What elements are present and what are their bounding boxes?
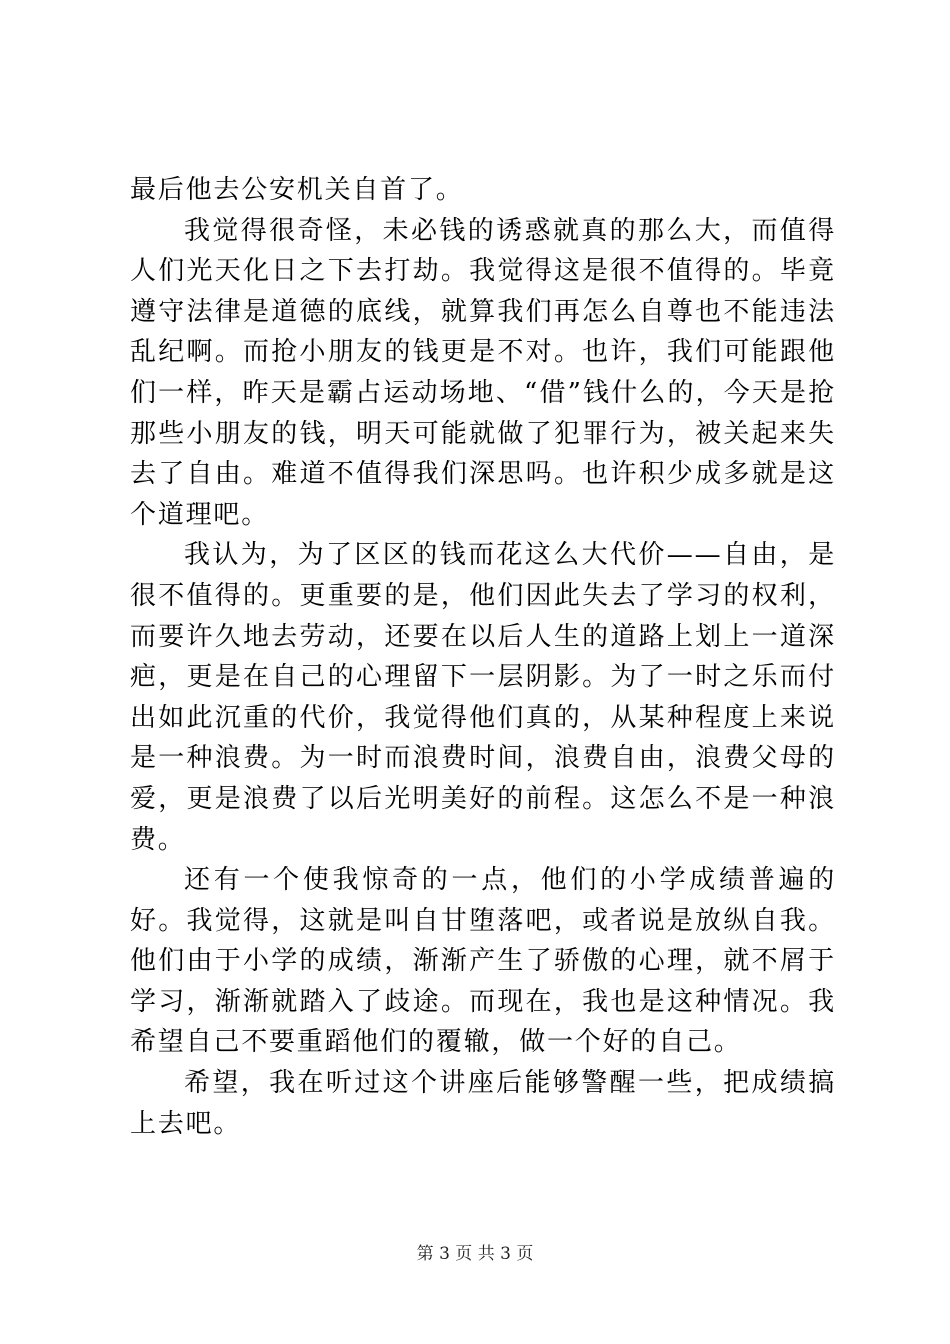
paragraph-2: 我觉得很奇怪，未必钱的诱惑就真的那么大，而值得人们光天化日之下去打劫。我觉得这是很不值得的。毕竟遵守法律是道德的底线，就算我们再怎么自尊也不能违法乱纪啊。而抢小朋友的钱更是不对。也许，我们可能跟他们一样，昨天是霸占运动场地、“借”钱什么的，今天是抢那些小朋友的钱，明天可能就做了犯罪行为，被关起来失去了自由。难道不值得我们深思吗。也许积少成多就是这个道理吧。 xyxy=(130,215,836,530)
paragraph-5: 希望，我在听过这个讲座后能够警醒一些，把成绩搞上去吧。 xyxy=(130,1068,836,1139)
paragraph-3: 我认为，为了区区的钱而花这么大代价——自由，是很不值得的。更重要的是，他们因此失去了学习的权利，而要许久地去劳动，还要在以后人生的道路上划上一道深疤，更是在自己的心理留下一层阴影。为了一时之乐而付出如此沉重的代价，我觉得他们真的，从某种程度上来说是一种浪费。为一时而浪费时间，浪费自由，浪费父母的爱，更是浪费了以后光明美好的前程。这怎么不是一种浪费。 xyxy=(130,540,836,855)
page-number-label: 第 3 页 共 3 页 xyxy=(416,1244,534,1264)
document-body xyxy=(130,170,836,1144)
page-footer xyxy=(0,1243,950,1265)
paragraph-1: 最后他去公安机关自首了。 xyxy=(130,175,464,205)
paragraph-4: 还有一个使我惊奇的一点，他们的小学成绩普遍的好。我觉得，这就是叫自甘堕落吧，或者说是放纵自我。他们由于小学的成绩，渐渐产生了骄傲的心理，就不屑于学习，渐渐就踏入了歧途。而现在，我也是这种情况。我希望自己不要重蹈他们的覆辙，做一个好的自己。 xyxy=(130,865,836,1058)
